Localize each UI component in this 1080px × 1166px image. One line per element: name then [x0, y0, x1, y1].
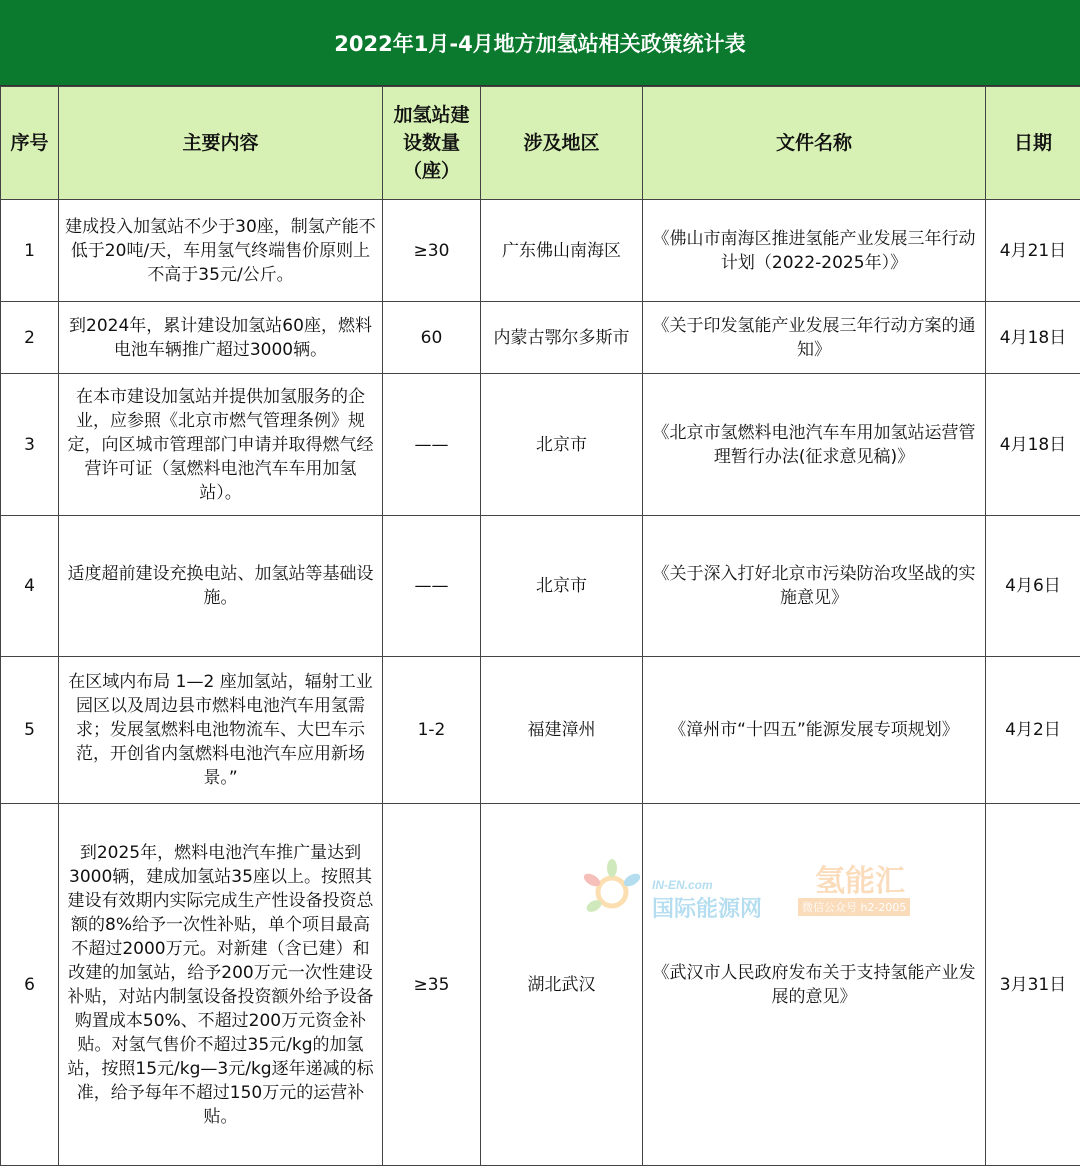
cell-document: 《关于印发氢能产业发展三年行动方案的通知》 [643, 302, 986, 374]
cell-count: ≥30 [383, 200, 481, 302]
cell-date: 4月18日 [986, 302, 1080, 374]
table-row [1, 200, 1080, 302]
policy-table [0, 86, 1080, 1166]
cell-region: 内蒙古鄂尔多斯市 [481, 302, 643, 374]
table-row [1, 804, 1080, 1166]
cell-count: —— [383, 374, 481, 516]
cell-index: 4 [1, 516, 59, 657]
cell-index: 3 [1, 374, 59, 516]
watermark-cn: 国际能源网 [652, 892, 762, 923]
header-row [1, 87, 1080, 200]
header-document: 文件名称 [643, 87, 986, 200]
header-count: 加氢站建设数量（座） [383, 87, 481, 200]
cell-date: 4月6日 [986, 516, 1080, 657]
table-title: 2022年1月-4月地方加氢站相关政策统计表 [0, 0, 1080, 86]
cell-document: 《关于深入打好北京市污染防治攻坚战的实施意见》 [643, 516, 986, 657]
cell-content: 在本市建设加氢站并提供加氢服务的企业，应参照《北京市燃气管理条例》规定，向区城市管理部门申请并取得燃气经营许可证（氢燃料电池汽车车用加氢站）。 [59, 374, 383, 516]
cell-document: 《佛山市南海区推进氢能产业发展三年行动计划（2022-2025年）》 [643, 200, 986, 302]
watermark-brand: 氢能汇 [815, 856, 905, 900]
cell-index: 2 [1, 302, 59, 374]
cell-region: 广东佛山南海区 [481, 200, 643, 302]
table-row [1, 302, 1080, 374]
cell-content: 在区域内布局 1—2 座加氢站，辐射工业园区以及周边县市燃料电池汽车用氢需求；发展氢燃料电池物流车、大巴车示范，开创省内氢燃料电池汽车应用新场景。” [59, 657, 383, 804]
table-row [1, 657, 1080, 804]
cell-region: 北京市 [481, 374, 643, 516]
cell-date: 4月18日 [986, 374, 1080, 516]
cell-document: 《北京市氢燃料电池汽车车用加氢站运营管理暂行办法(征求意见稿)》 [643, 374, 986, 516]
header-content: 主要内容 [59, 87, 383, 200]
cell-date: 4月2日 [986, 657, 1080, 804]
cell-date: 3月31日 [986, 804, 1080, 1166]
cell-content: 适度超前建设充换电站、加氢站等基础设施。 [59, 516, 383, 657]
cell-content: 到2025年，燃料电池汽车推广量达到3000辆，建成加氢站35座以上。按照其建设有效期内实际完成生产性设备投资总额的8%给予一次性补贴，单个项目最高不超过2000万元。对新建（含已建）和改建的加氢站，给予200万元一次性建设补贴，对站内制氢设备投资额外给予设备购置成本50%、不超过200万元资金补贴。对氢气售价不超过35元/kg的加氢站，按照15元/kg—3元/kg逐年递减的标准，给予每年不超过150万元的运营补贴。 [59, 804, 383, 1166]
cell-region: 湖北武汉 [481, 804, 643, 1166]
cell-index: 5 [1, 657, 59, 804]
header-index: 序号 [1, 87, 59, 200]
cell-document: 《漳州市“十四五”能源发展专项规划》 [643, 657, 986, 804]
watermark-sub: 微信公众号 h2-2005 [798, 898, 910, 916]
header-region: 涉及地区 [481, 87, 643, 200]
watermark-en: IN-EN.com [652, 878, 713, 892]
cell-count: ≥35 [383, 804, 481, 1166]
table-row [1, 374, 1080, 516]
cell-region: 北京市 [481, 516, 643, 657]
cell-content: 到2024年，累计建设加氢站60座，燃料电池车辆推广超过3000辆。 [59, 302, 383, 374]
cell-count: —— [383, 516, 481, 657]
header-date: 日期 [986, 87, 1080, 200]
cell-count: 60 [383, 302, 481, 374]
cell-index: 6 [1, 804, 59, 1166]
cell-document: 《武汉市人民政府发布关于支持氢能产业发展的意见》 [643, 804, 986, 1166]
table-row [1, 516, 1080, 657]
cell-content: 建成投入加氢站不少于30座，制氢产能不低于20吨/天，车用氢气终端售价原则上不高于35元/公斤。 [59, 200, 383, 302]
cell-date: 4月21日 [986, 200, 1080, 302]
cell-count: 1-2 [383, 657, 481, 804]
cell-region: 福建漳州 [481, 657, 643, 804]
cell-index: 1 [1, 200, 59, 302]
